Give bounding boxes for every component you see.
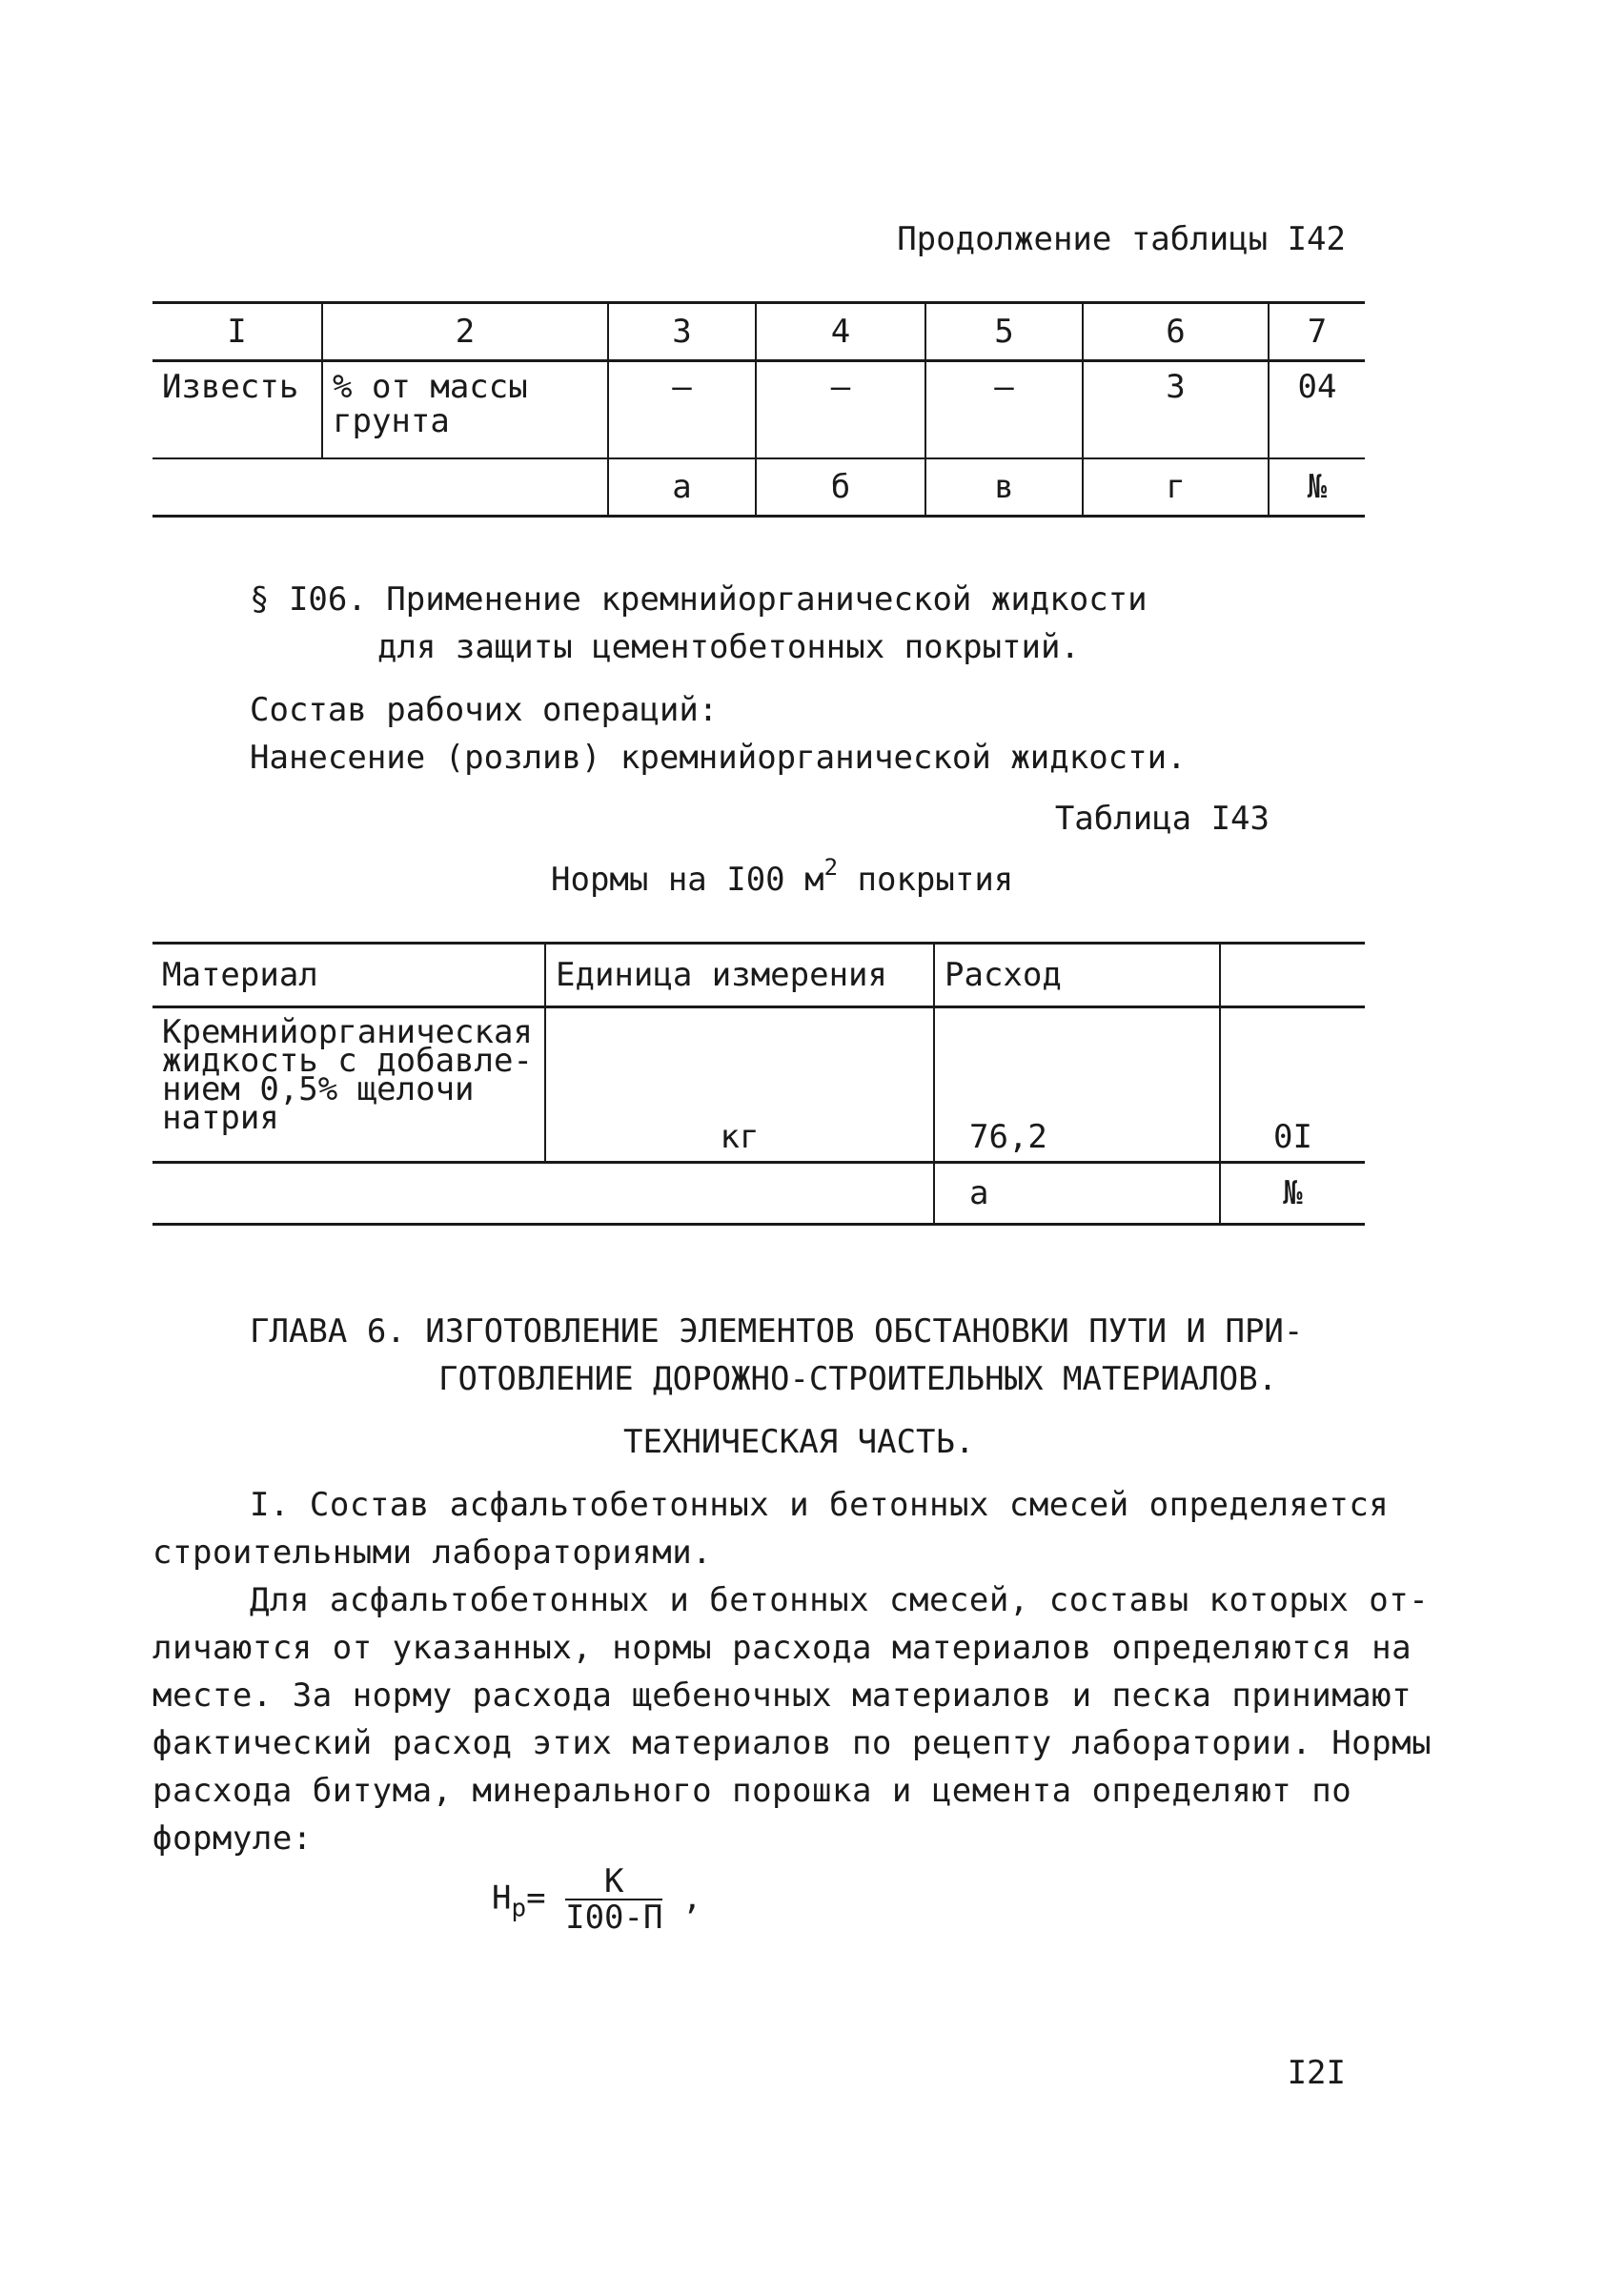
code-cell: б bbox=[756, 458, 925, 517]
formula-numerator: К bbox=[565, 1864, 662, 1900]
page-number: I2I bbox=[1287, 2054, 1346, 2092]
ops-text: Нанесение (розлив) кремнийорганической жидкости. bbox=[250, 739, 1187, 777]
material-cell: Известь bbox=[152, 361, 322, 459]
material-line: натрия bbox=[162, 1099, 279, 1137]
chapter-heading: ГЛАВА 6. ИЗГОТОВЛЕНИЕ ЭЛЕМЕНТОВ ОБСТАНОВКИ ПУТИ И ПРИ- bbox=[250, 1312, 1304, 1351]
material-line: Кремнийорганическая bbox=[162, 1013, 533, 1051]
column-number: 6 bbox=[1083, 303, 1269, 361]
paragraph-line: Для асфальтобетонных и бетонных смесей, составы которых от- bbox=[250, 1581, 1430, 1619]
formula bbox=[492, 1864, 701, 1935]
value-cell: – bbox=[756, 361, 925, 459]
unit-cell bbox=[322, 361, 608, 459]
paragraph-line: месте. За норму расхода щебеночных материалов и песка принимают bbox=[152, 1676, 1412, 1715]
paragraph-line: личаются от указанных, нормы расхода материалов определяются на bbox=[152, 1629, 1412, 1667]
material-cell bbox=[152, 1007, 545, 1163]
code-cell: а bbox=[608, 458, 756, 517]
paragraph-line: строительными лабораториями. bbox=[152, 1534, 713, 1572]
value-cell: – bbox=[608, 361, 756, 459]
header-unit: Единица измерения bbox=[545, 944, 934, 1007]
table-caption: Таблица I43 bbox=[1054, 800, 1270, 838]
table-row bbox=[152, 361, 1365, 459]
continuation-caption: Продолжение таблицы I42 bbox=[897, 220, 1346, 258]
codes-row bbox=[152, 458, 1365, 517]
formula-trail: , bbox=[662, 1879, 702, 1918]
table-142 bbox=[152, 301, 1365, 518]
unit-line: % от массы bbox=[333, 368, 528, 406]
empty-cell bbox=[152, 1163, 934, 1225]
code-cell: г bbox=[1083, 458, 1269, 517]
unit-line: грунта bbox=[333, 402, 450, 440]
material-line: нием 0,5% щелочи bbox=[162, 1070, 475, 1108]
norms-title-text: покрытия bbox=[838, 861, 1014, 899]
value-cell: – bbox=[925, 361, 1083, 459]
amount-cell: 76,2 bbox=[934, 1007, 1220, 1163]
empty-cell bbox=[152, 458, 608, 517]
section-title: § I06. Применение кремнийорганической жидкости bbox=[250, 580, 1148, 619]
paragraph-line: фактический расход этих материалов по рецепту лаборатории. Нормы bbox=[152, 1724, 1432, 1762]
norms-title-sup: 2 bbox=[823, 853, 839, 881]
code-cell: а bbox=[934, 1163, 1220, 1225]
column-number: 3 bbox=[608, 303, 756, 361]
table-header-row bbox=[152, 944, 1365, 1007]
header-amount: Расход bbox=[934, 944, 1220, 1007]
paragraph-line: I. Состав асфальтобетонных и бетонных смесей определяется bbox=[250, 1486, 1390, 1524]
chapter-subtitle: ТЕХНИЧЕСКАЯ ЧАСТЬ. bbox=[623, 1423, 975, 1461]
chapter-heading-cont: ГОТОВЛЕНИЕ ДОРОЖНО-СТРОИТЕЛЬНЫХ МАТЕРИАЛОВ. bbox=[438, 1360, 1278, 1398]
norms-title bbox=[551, 853, 1014, 904]
table-row bbox=[152, 1007, 1365, 1163]
column-number: 2 bbox=[322, 303, 608, 361]
value-cell: 04 bbox=[1269, 361, 1365, 459]
column-number: 4 bbox=[756, 303, 925, 361]
formula-fraction bbox=[565, 1864, 662, 1935]
code-cell: 0I bbox=[1220, 1007, 1365, 1163]
norms-title-text: Нормы на I00 м bbox=[551, 861, 824, 899]
column-number: 7 bbox=[1269, 303, 1365, 361]
paragraph-line: расхода битума, минерального порошка и цемента определяют по bbox=[152, 1772, 1352, 1810]
code-cell: в bbox=[925, 458, 1083, 517]
formula-eq: = bbox=[526, 1879, 546, 1918]
code-cell: № bbox=[1220, 1163, 1365, 1225]
paragraph-line: формуле: bbox=[152, 1819, 313, 1858]
formula-lhs: Н bbox=[492, 1879, 512, 1918]
formula-lhs-sub: р bbox=[511, 1894, 527, 1923]
formula-denominator: I00-П bbox=[565, 1899, 663, 1937]
value-cell: 3 bbox=[1083, 361, 1269, 459]
section-title-cont: для защиты цементобетонных покрытий. bbox=[377, 628, 1080, 666]
column-number: 5 bbox=[925, 303, 1083, 361]
header-material: Материал bbox=[152, 944, 545, 1007]
table-143 bbox=[152, 942, 1365, 1226]
ops-title: Состав рабочих операций: bbox=[250, 691, 719, 729]
table-header-row bbox=[152, 303, 1365, 361]
header-code bbox=[1220, 944, 1365, 1007]
unit-cell: кг bbox=[545, 1007, 934, 1163]
codes-row bbox=[152, 1163, 1365, 1225]
column-number: I bbox=[152, 303, 322, 361]
code-cell: № bbox=[1269, 458, 1365, 517]
material-line: жидкость с добавле- bbox=[162, 1042, 533, 1080]
